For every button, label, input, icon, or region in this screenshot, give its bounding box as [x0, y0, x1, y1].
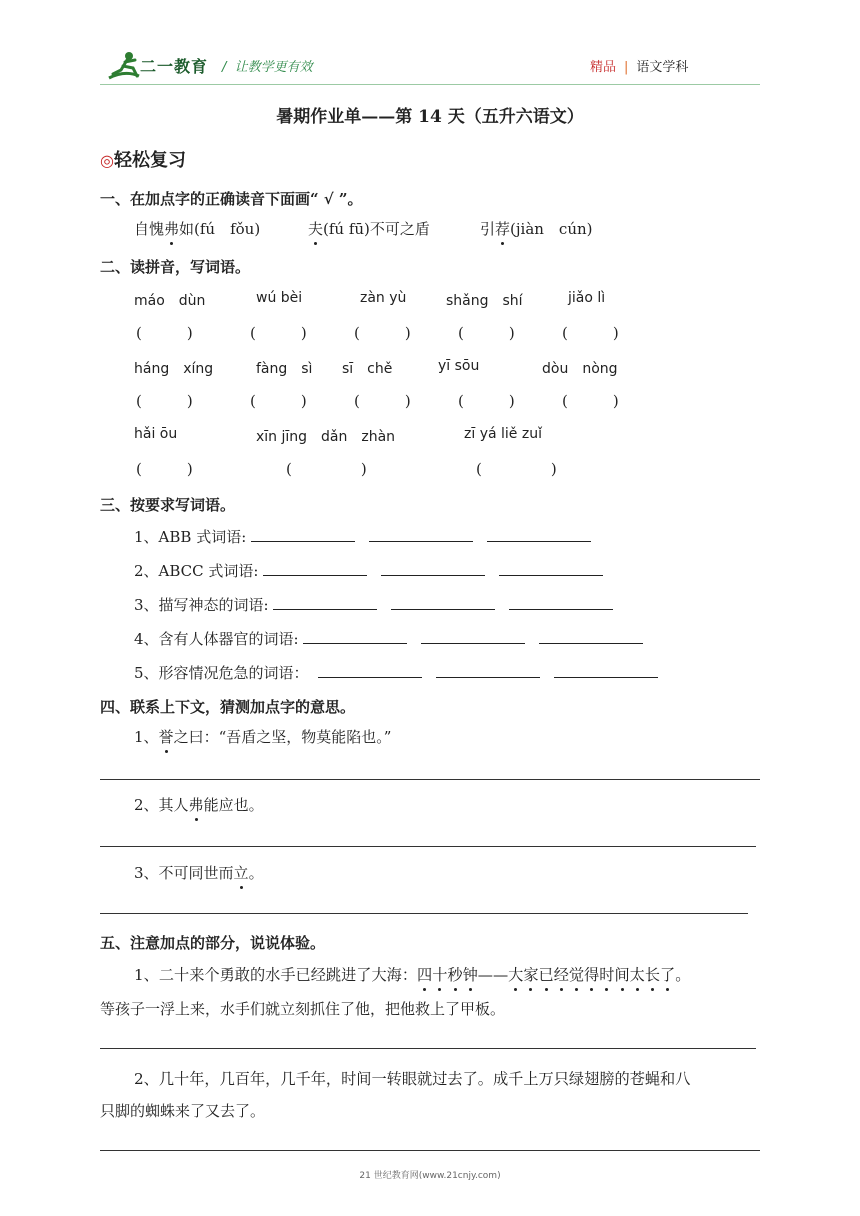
q5-paragraph-2: 2、几十年，几百年，几千年，时间一转眼就过去了。成千上万只绿翅膀的苍蝇和八	[134, 1070, 691, 1088]
q5-paragraph-2-cont: 只脚的蜘蛛来了又去了。	[100, 1102, 266, 1120]
q4-item: 3、不可同世而立。	[134, 864, 264, 882]
fill-blank[interactable]	[509, 595, 613, 610]
q2-heading: 二、读拼音，写词语。	[100, 258, 251, 276]
answer-paren: ( )	[250, 392, 307, 410]
fill-blank[interactable]	[554, 663, 658, 678]
fill-blank[interactable]	[251, 527, 355, 542]
q3-item: 4、含有人体器官的词语:	[134, 628, 657, 649]
answer-paren: ( )	[136, 460, 193, 478]
q5-paragraph-1-cont: 等孩子一浮上来，水手们就立刻抓住了他，把他救上了甲板。	[100, 1000, 506, 1018]
fill-blank[interactable]	[421, 629, 525, 644]
q3-item: 5、形容情况危急的词语：	[134, 662, 672, 683]
section-title: ◎轻松复习	[100, 150, 186, 171]
header-divider	[100, 84, 760, 85]
pinyin: hǎi ōu	[134, 426, 178, 442]
header-separator: |	[624, 60, 629, 75]
pinyin: shǎng shí	[446, 293, 523, 309]
pinyin: zī yá liě zuǐ	[464, 426, 542, 442]
pinyin: zàn yù	[360, 290, 407, 306]
answer-line[interactable]	[100, 913, 748, 914]
pinyin: dòu nòng	[542, 361, 618, 377]
answer-line[interactable]	[100, 1048, 756, 1049]
q4-item: 2、其人弗能应也。	[134, 796, 264, 814]
slogan: / 让教学更有效	[222, 60, 313, 75]
pinyin: wú bèi	[256, 290, 303, 306]
answer-paren: ( )	[136, 324, 193, 342]
quality-label: 精品	[590, 60, 617, 75]
fill-blank[interactable]	[436, 663, 540, 678]
fill-blank[interactable]	[391, 595, 495, 610]
q3-item: 1、ABB 式词语:	[134, 526, 605, 547]
answer-line[interactable]	[100, 779, 760, 780]
q5-paragraph-1: 1、二十来个勇敢的水手已经跳进了大海：四十秒钟——大家已经觉得时间太长了。	[134, 966, 691, 984]
pinyin: máo dùn	[134, 293, 206, 309]
header-right	[590, 56, 688, 75]
q4-item: 1、誉之曰：“吾盾之坚，物莫能陷也。”	[134, 728, 392, 746]
answer-paren: ( )	[250, 324, 307, 342]
fill-blank[interactable]	[263, 561, 367, 576]
answer-paren: ( )	[562, 324, 619, 342]
fill-blank[interactable]	[369, 527, 473, 542]
q5-heading: 五、注意加点的部分，说说体验。	[100, 934, 326, 952]
answer-paren: ( )	[286, 460, 373, 478]
pinyin: jiǎo lì	[568, 290, 606, 306]
fill-blank[interactable]	[273, 595, 377, 610]
q1-heading: 一、在加点字的正确读音下面画“ √ ”。	[100, 190, 363, 208]
answer-paren: ( )	[458, 324, 515, 342]
pinyin: xīn jīng dǎn zhàn	[256, 429, 396, 445]
q3-heading: 三、按要求写词语。	[100, 496, 236, 514]
q1-item: 夫(fú fū)不可之盾	[308, 220, 430, 238]
fill-blank[interactable]	[318, 663, 422, 678]
answer-paren: ( )	[476, 460, 563, 478]
answer-line[interactable]	[100, 846, 756, 847]
fill-blank[interactable]	[381, 561, 485, 576]
fill-blank[interactable]	[303, 629, 407, 644]
q1-item: 引荐(jiàn cún)	[480, 220, 593, 238]
answer-paren: ( )	[136, 392, 193, 410]
pinyin: yī sōu	[438, 358, 480, 374]
dotted-emphasis: 四十秒钟——大家已经觉得时间太长了	[417, 966, 676, 984]
fill-blank[interactable]	[539, 629, 643, 644]
answer-paren: ( )	[458, 392, 515, 410]
pinyin: fàng sì	[256, 361, 313, 377]
q3-item: 3、描写神态的词语:	[134, 594, 627, 615]
fill-blank[interactable]	[487, 527, 591, 542]
ring-icon: ◎	[100, 151, 114, 170]
pinyin: háng xíng	[134, 361, 214, 377]
footer-text: 21 世纪教育网(www.21cnjy.com)	[359, 1171, 501, 1181]
pinyin: sī chě	[342, 361, 393, 377]
footer-divider	[100, 1150, 760, 1151]
answer-paren: ( )	[354, 324, 411, 342]
logo-text: 二一教育	[140, 57, 209, 76]
subject-label: 语文学科	[636, 60, 689, 75]
page-title: 暑期作业单——第 14 天（五升六语文）	[276, 107, 584, 127]
answer-paren: ( )	[562, 392, 619, 410]
fill-blank[interactable]	[499, 561, 603, 576]
q4-heading: 四、联系上下文，猜测加点字的意思。	[100, 698, 356, 716]
answer-paren: ( )	[354, 392, 411, 410]
q1-item: 自愧弗如(fú fǒu)	[134, 220, 261, 238]
q3-item: 2、ABCC 式词语:	[134, 560, 617, 581]
